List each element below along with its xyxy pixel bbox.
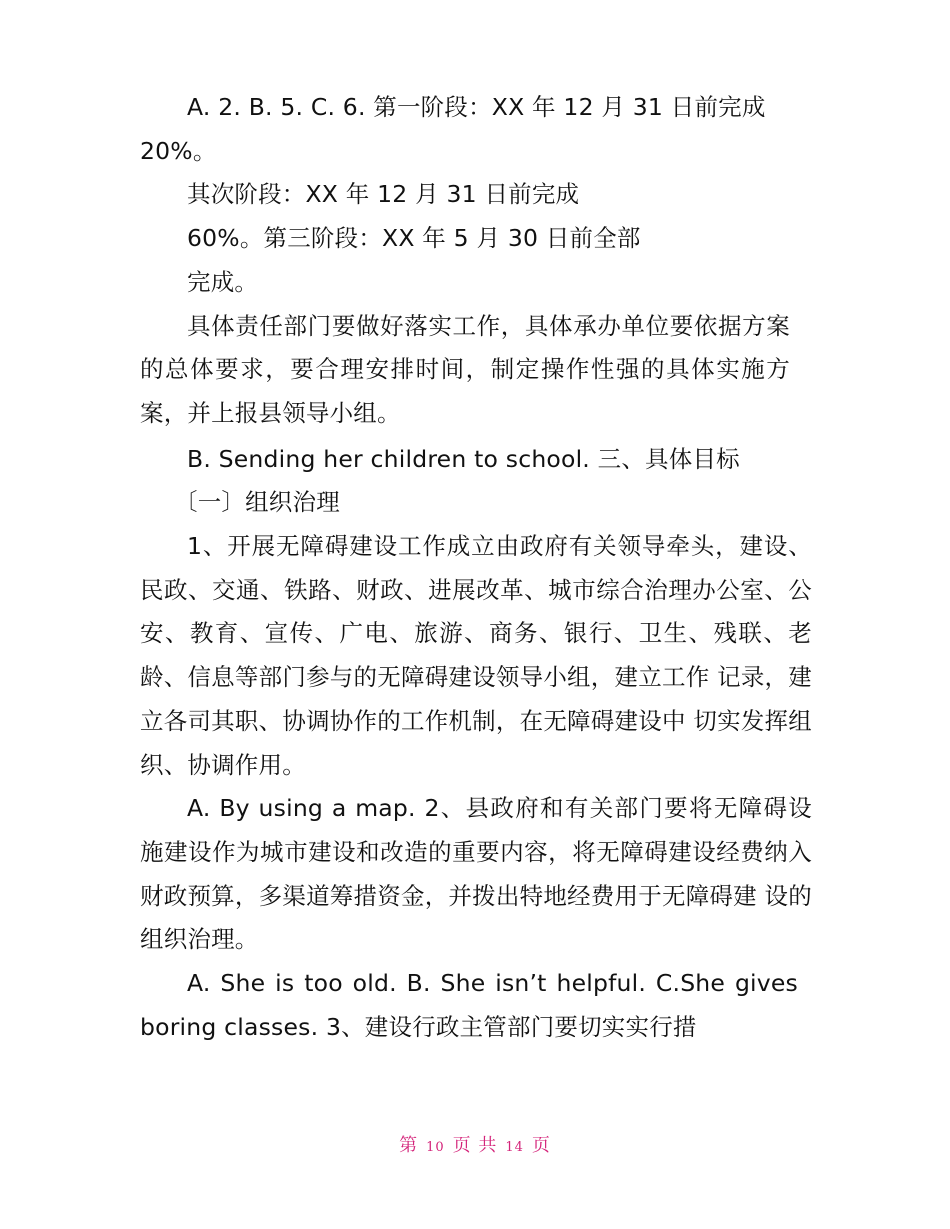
paragraph-item-3: A. She is too old. B. She isn’t helpful. C.She gives boring classes. 3、建设行政主管部门要切实实行措 bbox=[140, 969, 798, 1041]
footer-total-pages: 14 bbox=[505, 1140, 524, 1155]
section-heading-organization: 〔一〕组织治理 bbox=[174, 488, 340, 517]
footer-middle: 页 共 bbox=[452, 1135, 498, 1156]
footer-suffix: 页 bbox=[531, 1135, 551, 1156]
document-body bbox=[140, 86, 812, 1049]
paragraph-item-1: 1、开展无障碍建设工作成立由政府有关领导牵头，建设、民政、交通、铁路、财政、进展改革、城市综合治理办公室、公安、教育、宣传、广电、旅游、商务、银行、卫生、残联、老龄、信息等部门参与的无障碍建设领导小组，建立工作 记录，建立各司其职、协调协作的工作机制，在无障碍建设中 切实发挥组织、协调作用。 bbox=[140, 532, 812, 779]
paragraph-phase-two: 其次阶段：XX 年 12 月 31 日前完成 bbox=[187, 180, 580, 209]
paragraph-phase-one: A. 2. B. 5. C. 6. 第一阶段：XX 年 12 月 31 日前完成 20%。 bbox=[140, 93, 766, 165]
footer-page-number: 10 bbox=[426, 1140, 445, 1155]
page-footer bbox=[0, 1131, 950, 1157]
footer-prefix: 第 bbox=[399, 1135, 419, 1156]
paragraph-specific-goals: B. Sending her children to school. 三、具体目标 bbox=[187, 444, 740, 473]
paragraph-complete: 完成。 bbox=[187, 267, 259, 296]
paragraph-phase-three: 60%。第三阶段：XX 年 5 月 30 日前全部 bbox=[187, 224, 641, 253]
paragraph-responsibility: 具体责任部门要做好落实工作，具体承办单位要依据方案的总体要求，要合理安排时间，制定操作性强的具体实施方案，并上报县领导小组。 bbox=[140, 311, 790, 427]
paragraph-item-2: A. By using a map. 2、县政府和有关部门要将无障碍设施建设作为城市建设和改造的重要内容，将无障碍建设经费纳入财政预算，多渠道筹措资金，并拨出特地经费用于无障碍建 设的组织治理。 bbox=[140, 794, 812, 954]
